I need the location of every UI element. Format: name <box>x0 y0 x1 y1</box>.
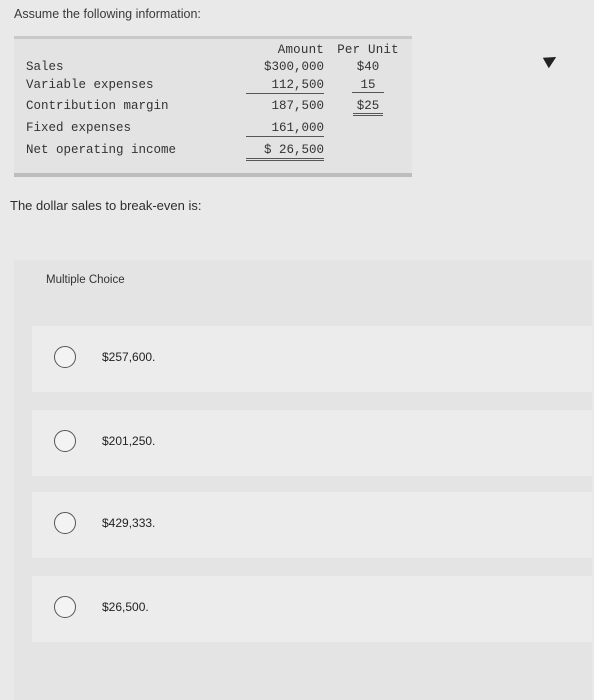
per-unit-variable-expenses-value: 15 <box>352 78 383 93</box>
choice-label: $201,250. <box>102 434 156 448</box>
mouse-cursor-icon <box>543 52 559 68</box>
radio-button-icon[interactable] <box>54 596 76 618</box>
choice-option-2[interactable] <box>32 410 592 476</box>
row-label-net-operating-income: Net operating income <box>26 143 177 157</box>
multiple-choice-title: Multiple Choice <box>46 274 125 286</box>
amount-fixed-expenses: 161,000 <box>246 121 324 137</box>
amount-variable-expenses: 112,500 <box>246 78 324 94</box>
amount-contribution-margin: 187,500 <box>271 99 324 113</box>
row-label-variable-expenses: Variable expenses <box>26 78 154 92</box>
radio-button-icon[interactable] <box>54 346 76 368</box>
radio-button-icon[interactable] <box>54 430 76 452</box>
choice-label: $26,500. <box>102 600 149 614</box>
choice-option-3[interactable] <box>32 492 592 558</box>
amount-header: Amount <box>277 43 324 57</box>
choice-label: $429,333. <box>102 516 156 530</box>
choice-option-1[interactable] <box>32 326 592 392</box>
row-label-sales: Sales <box>26 60 64 74</box>
per-unit-contribution-margin <box>334 99 402 113</box>
income-statement-table <box>14 36 412 177</box>
per-unit-contribution-margin-value: $25 <box>353 99 384 116</box>
question-text: The dollar sales to break-even is: <box>10 198 202 213</box>
per-unit-header: Per Unit <box>337 43 399 57</box>
row-label-contribution-margin: Contribution margin <box>26 99 169 113</box>
per-unit-variable-expenses <box>334 78 402 92</box>
choice-label: $257,600. <box>102 350 156 364</box>
radio-button-icon[interactable] <box>54 512 76 534</box>
amount-net-operating-income: $ 26,500 <box>246 143 324 161</box>
amount-sales: $300,000 <box>263 60 324 74</box>
choice-option-4[interactable] <box>32 576 592 642</box>
intro-text: Assume the following information: <box>14 7 201 21</box>
row-label-fixed-expenses: Fixed expenses <box>26 121 132 135</box>
per-unit-sales: $40 <box>356 60 380 74</box>
multiple-choice-panel <box>14 260 592 700</box>
